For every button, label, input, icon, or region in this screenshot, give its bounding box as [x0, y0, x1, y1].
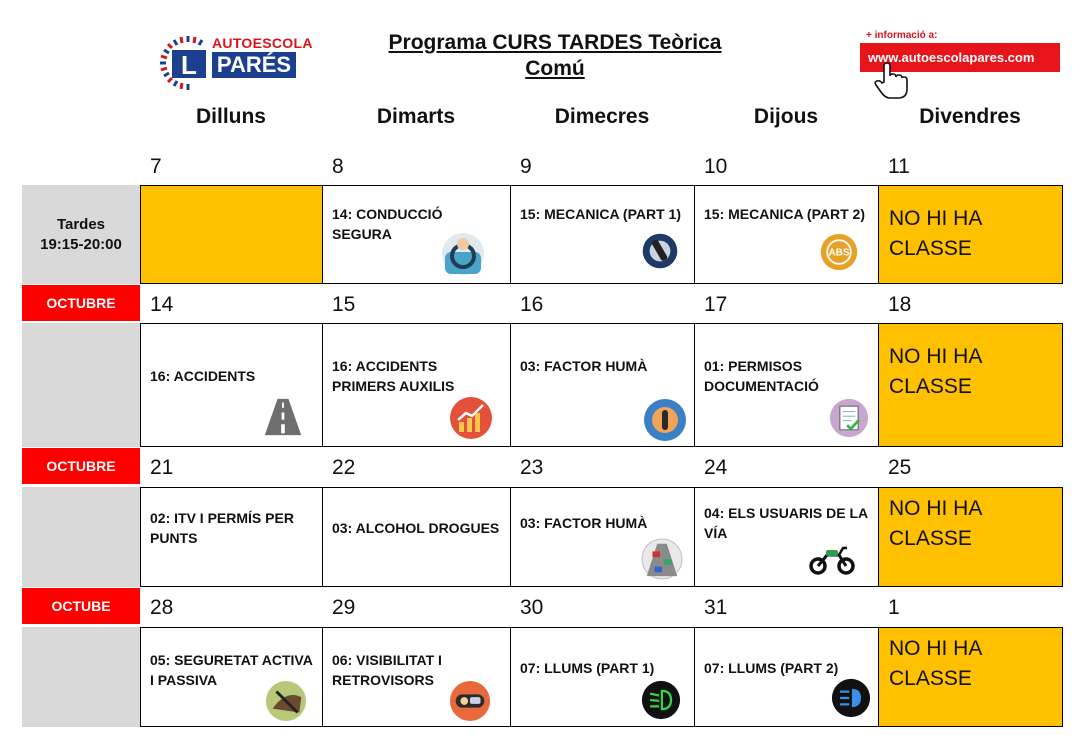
page-title	[340, 30, 770, 82]
driver-steering-icon	[441, 232, 485, 276]
lesson-cell	[694, 487, 879, 587]
day-thursday: Dijous	[753, 105, 819, 128]
engine-part-icon	[641, 232, 679, 270]
no-class-text: NO HI HA CLASSE	[889, 637, 982, 690]
date-number: 17	[704, 293, 728, 316]
autoescola-logo	[158, 32, 313, 94]
svg-text:L: L	[181, 50, 197, 80]
no-class-cell	[878, 627, 1063, 727]
pointer-hand-icon	[874, 62, 908, 100]
lesson-cell-empty	[140, 185, 323, 284]
lesson-cell	[510, 323, 695, 447]
low-beam-light-icon	[641, 680, 681, 720]
road-icon	[263, 396, 303, 438]
lesson-cell	[322, 627, 511, 727]
no-class-text: NO HI HA CLASSE	[889, 207, 982, 260]
date-number: 9	[520, 155, 532, 178]
date-number: 16	[520, 293, 544, 316]
lesson-title: 05: SEGURETAT ACTIVA I PASSIVA	[150, 652, 313, 688]
date-number: 18	[888, 293, 912, 316]
document-icon	[829, 398, 869, 438]
day-monday: Dilluns	[195, 105, 266, 128]
motorcycle-icon	[809, 542, 855, 576]
lesson-cell	[140, 323, 323, 447]
no-class-text: NO HI HA CLASSE	[889, 345, 982, 398]
lesson-cell	[322, 185, 511, 284]
lesson-title: 16: ACCIDENTS	[150, 368, 256, 384]
no-class-cell	[878, 487, 1063, 587]
lesson-cell	[140, 627, 323, 727]
brand-name: PARÉS	[212, 52, 296, 78]
date-number: 1	[888, 596, 900, 619]
lesson-title: 15: MECANICA (PART 2)	[704, 206, 866, 222]
month-label: OCTUBRE	[22, 448, 140, 484]
info-box	[860, 30, 1060, 72]
website-link[interactable]: www.autoescolapares.com	[860, 43, 1060, 72]
lesson-title: 03: FACTOR HUMÀ	[520, 515, 648, 531]
lesson-title: 07: LLUMS (PART 2)	[704, 660, 839, 676]
date-number: 14	[150, 293, 174, 316]
logo-emblem-icon	[158, 32, 218, 94]
lesson-cell	[694, 627, 879, 727]
date-number: 21	[150, 456, 174, 479]
abs-icon-text: ABS	[828, 247, 850, 259]
date-number: 15	[332, 293, 356, 316]
date-number: 25	[888, 456, 912, 479]
date-number: 7	[150, 155, 162, 178]
abs-icon	[819, 232, 859, 272]
day-wednesday: Dimecres	[554, 105, 650, 128]
lesson-cell	[322, 487, 511, 587]
gear-shift-icon	[643, 398, 687, 442]
date-number: 30	[520, 596, 544, 619]
brand-top-text: AUTOESCOLA	[212, 35, 313, 51]
lesson-title: 15: MECANICA (PART 1)	[520, 206, 682, 222]
lesson-cell	[510, 627, 695, 727]
date-number: 10	[704, 155, 728, 178]
lesson-cell	[140, 487, 323, 587]
lesson-cell	[694, 185, 879, 284]
date-number: 24	[704, 456, 728, 479]
lesson-cell	[510, 487, 695, 587]
week-4-side	[22, 627, 140, 727]
seatbelt-icon	[265, 680, 307, 722]
day-friday: Divendres	[919, 105, 1021, 128]
no-class-cell	[878, 185, 1063, 284]
high-beam-light-icon	[831, 678, 871, 718]
schedule-time: Tardes 19:15-20:00	[40, 216, 122, 253]
lesson-title: 06: VISIBILITAT I RETROVISORS	[332, 652, 442, 688]
lesson-title: 14: CONDUCCIÓ SEGURA	[332, 206, 443, 242]
lesson-cell	[322, 323, 511, 447]
lesson-title: 07: LLUMS (PART 1)	[520, 660, 655, 676]
info-label: + informació a:	[866, 30, 938, 41]
lesson-cell	[694, 323, 879, 447]
lesson-cell	[510, 185, 695, 284]
date-number: 28	[150, 596, 174, 619]
title-line-1: Programa CURS TARDES Teòrica	[388, 31, 722, 54]
lesson-title: 03: FACTOR HUMÀ	[520, 358, 648, 374]
no-class-text: NO HI HA CLASSE	[889, 497, 982, 550]
month-label: OCTUBRE	[22, 285, 140, 321]
date-number: 22	[332, 456, 356, 479]
week-3-side	[22, 487, 140, 587]
title-line-2: Comú	[525, 57, 585, 80]
month-label: OCTUBE	[22, 588, 140, 624]
lesson-title: 04: ELS USUARIS DE LA VÍA	[704, 505, 868, 541]
date-number: 8	[332, 155, 344, 178]
lesson-title: 16: ACCIDENTS PRIMERS AUXILIS	[332, 358, 455, 394]
day-tuesday: Dimarts	[376, 105, 456, 128]
lesson-title: 03: ALCOHOL DROGUES	[332, 520, 500, 536]
mirror-icon	[449, 680, 491, 722]
date-number: 23	[520, 456, 544, 479]
week-2-side	[22, 323, 140, 447]
date-number: 29	[332, 596, 356, 619]
lesson-title: 02: ITV I PERMÍS PER PUNTS	[150, 510, 294, 546]
traffic-road-icon	[641, 538, 683, 580]
no-class-cell	[878, 323, 1063, 447]
lesson-title: 01: PERMISOS DOCUMENTACIÓ	[704, 358, 819, 394]
date-number: 11	[888, 155, 910, 178]
growth-chart-icon	[449, 396, 493, 440]
date-number: 31	[704, 596, 728, 619]
